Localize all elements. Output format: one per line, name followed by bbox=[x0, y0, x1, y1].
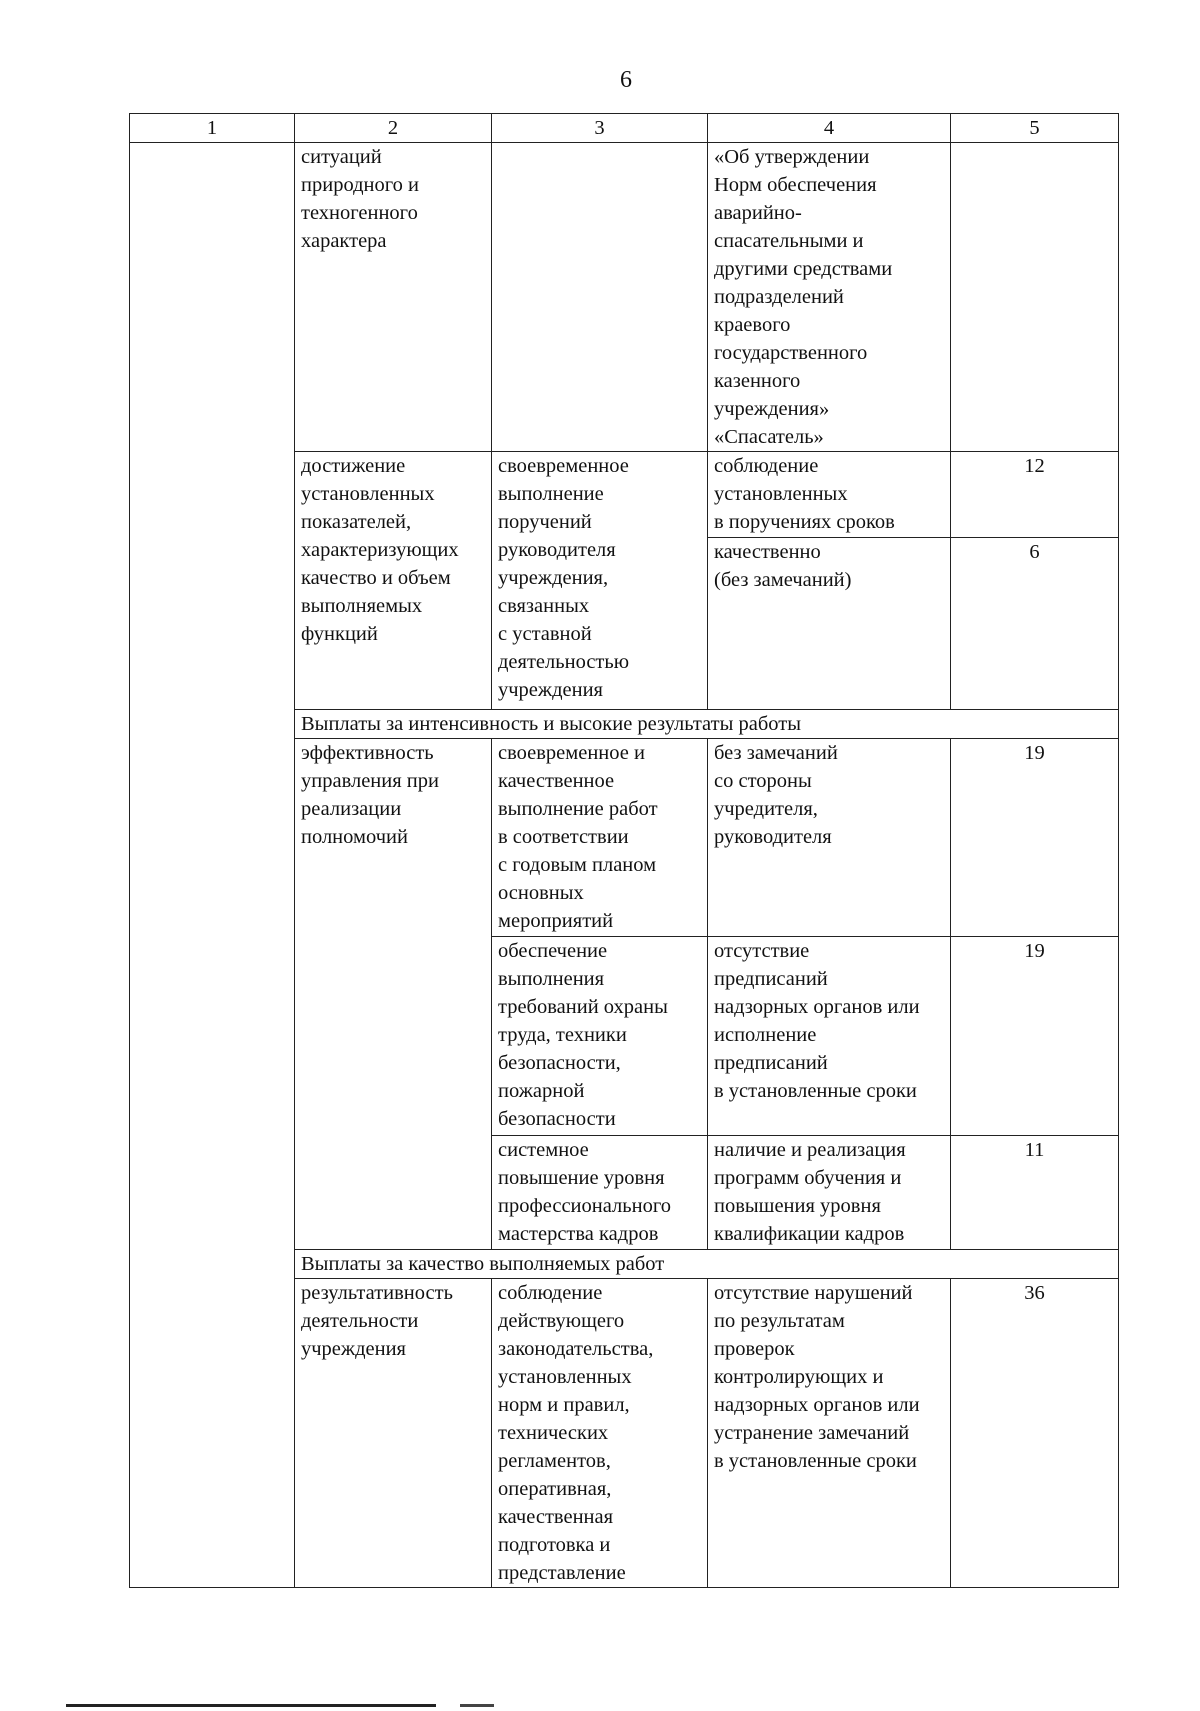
table-cell: своевременное и качественное выполнение работ в соответствии с годовым планом основных мероприятий bbox=[492, 739, 708, 937]
table-cell: наличие и реализация программ обучения и повышения уровня квалификации кадров bbox=[708, 1136, 951, 1250]
table-cell bbox=[130, 1279, 295, 1588]
column-header-1: 1 bbox=[130, 114, 295, 143]
table-row bbox=[130, 452, 1119, 538]
table-header-row bbox=[130, 114, 1119, 143]
table-cell: без замечаний со стороны учредителя, руководителя bbox=[708, 739, 951, 937]
table-cell: 6 bbox=[951, 538, 1119, 710]
table-cell bbox=[130, 710, 295, 739]
table-cell bbox=[130, 1250, 295, 1279]
table-cell bbox=[130, 452, 295, 710]
table-cell: достижение установленных показателей, характеризующих качество и объем выполняемых функций bbox=[295, 452, 492, 710]
table-cell: «Об утверждении Норм обеспечения аварийно- спасательными и другими средствами подразделений краевого государственного казенного учреждения» «Спасатель» bbox=[708, 143, 951, 452]
table-cell: 12 bbox=[951, 452, 1119, 538]
table-row bbox=[130, 143, 1119, 452]
column-header-4: 4 bbox=[708, 114, 951, 143]
table-cell: качественно (без замечаний) bbox=[708, 538, 951, 710]
table-row bbox=[130, 1279, 1119, 1588]
footer-rule bbox=[66, 1704, 436, 1707]
table-cell: эффективность управления при реализации полномочий bbox=[295, 739, 492, 1250]
column-header-5: 5 bbox=[951, 114, 1119, 143]
footer-rule-segment bbox=[460, 1704, 494, 1707]
table-cell bbox=[951, 143, 1119, 452]
section-row bbox=[130, 1250, 1119, 1279]
table-row bbox=[130, 739, 1119, 937]
table-cell bbox=[130, 739, 295, 1250]
table-cell: своевременное выполнение поручений руководителя учреждения, связанных с уставной деятельностью учреждения bbox=[492, 452, 708, 710]
section-heading: Выплаты за интенсивность и высокие результаты работы bbox=[295, 710, 1119, 739]
page-number: 6 bbox=[620, 67, 632, 93]
column-header-3: 3 bbox=[492, 114, 708, 143]
table-cell: ситуаций природного и техногенного характера bbox=[295, 143, 492, 452]
table-cell: результативность деятельности учреждения bbox=[295, 1279, 492, 1588]
table-cell: 36 bbox=[951, 1279, 1119, 1588]
table-cell bbox=[130, 143, 295, 452]
table-cell: 19 bbox=[951, 937, 1119, 1136]
table-cell: 11 bbox=[951, 1136, 1119, 1250]
table-cell: системное повышение уровня профессионального мастерства кадров bbox=[492, 1136, 708, 1250]
criteria-table bbox=[129, 113, 1119, 1588]
table-cell: обеспечение выполнения требований охраны труда, техники безопасности, пожарной безопасности bbox=[492, 937, 708, 1136]
section-heading: Выплаты за качество выполняемых работ bbox=[295, 1250, 1119, 1279]
section-row bbox=[130, 710, 1119, 739]
table-cell bbox=[492, 143, 708, 452]
column-header-2: 2 bbox=[295, 114, 492, 143]
table-cell: соблюдение действующего законодательства, установленных норм и правил, технических регламентов, оперативная, качественная подготовка и представление bbox=[492, 1279, 708, 1588]
table-cell: отсутствие нарушений по результатам проверок контролирующих и надзорных органов или устранение замечаний в установленные сроки bbox=[708, 1279, 951, 1588]
table-cell: отсутствие предписаний надзорных органов или исполнение предписаний в установленные сроки bbox=[708, 937, 951, 1136]
table-cell: 19 bbox=[951, 739, 1119, 937]
table-cell: соблюдение установленных в поручениях сроков bbox=[708, 452, 951, 538]
